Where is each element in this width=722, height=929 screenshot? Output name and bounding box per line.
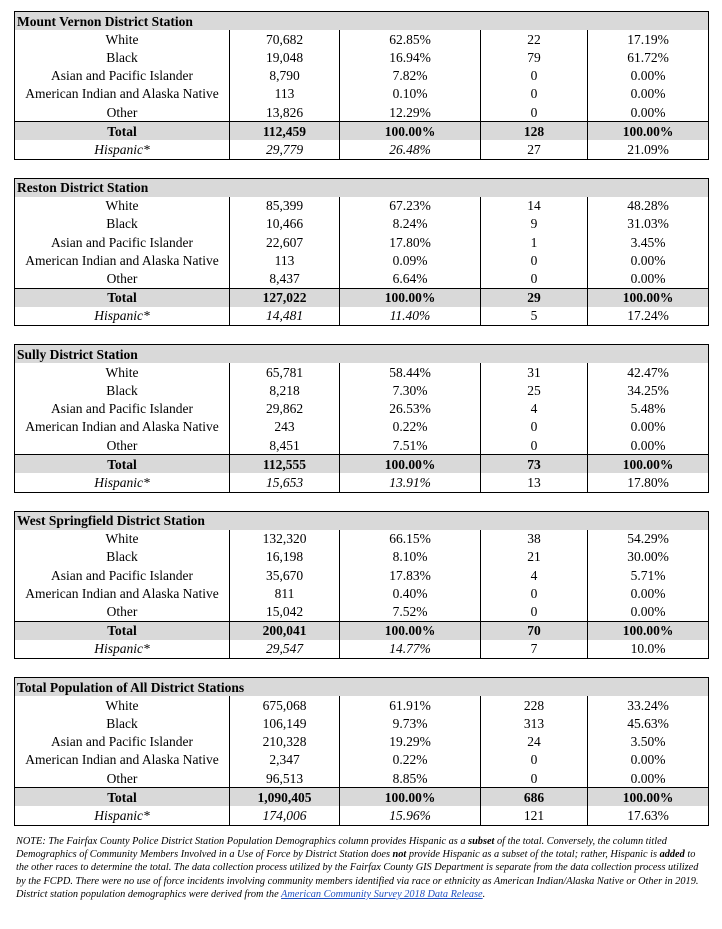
- total-use-of-force-percent-cell: 100.00%: [588, 455, 709, 474]
- population-percent-cell: 8.24%: [340, 215, 481, 233]
- use-of-force-percent-cell: 3.45%: [588, 233, 709, 251]
- hispanic-use-of-force-count-cell: 7: [481, 640, 588, 659]
- spacer-cell: [15, 326, 709, 345]
- population-percent-cell: 19.29%: [340, 733, 481, 751]
- population-percent-cell: 26.53%: [340, 400, 481, 418]
- population-percent-cell: 8.85%: [340, 769, 481, 788]
- spacer-cell: [15, 659, 709, 678]
- use-of-force-count-cell: 0: [481, 751, 588, 769]
- use-of-force-percent-cell: 0.00%: [588, 85, 709, 103]
- total-population-percent-cell: 100.00%: [340, 621, 481, 640]
- note-bold-not: not: [392, 849, 407, 861]
- population-percent-cell: 66.15%: [340, 530, 481, 548]
- table-row: [15, 584, 709, 602]
- use-of-force-percent-cell: 0.00%: [588, 251, 709, 269]
- note-text-4: to the other races to determine the total. The data collection process utilized by the Fairfax County GIS Department is separate from the data collection process utilized by the FCPD. There were no use of force incidents involving community members identified via race or ethnicity as American Indian/Alaska Native or Other in 2019. District station population demographics were derived from the: [16, 849, 699, 900]
- demographics-table: [14, 11, 709, 826]
- note-text-1: NOTE: The Fairfax County Police District Station Population Demographics column provides Hispanic as a: [16, 836, 469, 847]
- section-title: Total Population of All District Stations: [15, 678, 709, 697]
- section-spacer: [15, 159, 709, 178]
- population-cell: 15,042: [230, 602, 340, 621]
- use-of-force-count-cell: 0: [481, 251, 588, 269]
- table-row: [15, 48, 709, 66]
- population-cell: 106,149: [230, 714, 340, 732]
- population-cell: 8,790: [230, 67, 340, 85]
- table-row: [15, 714, 709, 732]
- section-spacer: [15, 326, 709, 345]
- table-row: [15, 769, 709, 788]
- population-percent-cell: 7.30%: [340, 381, 481, 399]
- hispanic-row: [15, 640, 709, 659]
- population-cell: 243: [230, 418, 340, 436]
- hispanic-race-cell: Hispanic*: [15, 307, 230, 326]
- total-population-percent-cell: 100.00%: [340, 288, 481, 307]
- population-percent-cell: 0.22%: [340, 418, 481, 436]
- hispanic-use-of-force-count-cell: 5: [481, 307, 588, 326]
- race-cell: Other: [15, 269, 230, 288]
- total-use-of-force-percent-cell: 100.00%: [588, 288, 709, 307]
- hispanic-race-cell: Hispanic*: [15, 806, 230, 825]
- population-cell: 675,068: [230, 696, 340, 714]
- use-of-force-count-cell: 4: [481, 566, 588, 584]
- use-of-force-count-cell: 38: [481, 530, 588, 548]
- use-of-force-percent-cell: 33.24%: [588, 696, 709, 714]
- total-population-cell: 200,041: [230, 621, 340, 640]
- table-row: [15, 363, 709, 381]
- section-header: [15, 345, 709, 364]
- population-percent-cell: 0.22%: [340, 751, 481, 769]
- section-header: [15, 511, 709, 530]
- table-body: [15, 12, 709, 826]
- hispanic-use-of-force-percent-cell: 10.0%: [588, 640, 709, 659]
- table-row: [15, 381, 709, 399]
- hispanic-population-cell: 29,547: [230, 640, 340, 659]
- race-cell: Asian and Pacific Islander: [15, 67, 230, 85]
- population-percent-cell: 0.10%: [340, 85, 481, 103]
- population-cell: 8,437: [230, 269, 340, 288]
- race-cell: Asian and Pacific Islander: [15, 400, 230, 418]
- total-population-cell: 1,090,405: [230, 788, 340, 807]
- population-cell: 85,399: [230, 197, 340, 215]
- note-text-3: provide Hispanic as a subset of the total; rather, Hispanic is: [406, 849, 660, 861]
- use-of-force-count-cell: 24: [481, 733, 588, 751]
- population-cell: 811: [230, 584, 340, 602]
- population-cell: 2,347: [230, 751, 340, 769]
- use-of-force-count-cell: 22: [481, 30, 588, 48]
- spacer-cell: [15, 159, 709, 178]
- population-percent-cell: 7.82%: [340, 67, 481, 85]
- population-percent-cell: 0.40%: [340, 584, 481, 602]
- use-of-force-percent-cell: 0.00%: [588, 751, 709, 769]
- table-row: [15, 566, 709, 584]
- use-of-force-count-cell: 0: [481, 769, 588, 788]
- hispanic-population-cell: 14,481: [230, 307, 340, 326]
- population-cell: 8,451: [230, 436, 340, 455]
- section-title: Sully District Station: [15, 345, 709, 364]
- population-percent-cell: 67.23%: [340, 197, 481, 215]
- section-header: [15, 678, 709, 697]
- population-cell: 22,607: [230, 233, 340, 251]
- total-row: [15, 788, 709, 807]
- race-cell: White: [15, 696, 230, 714]
- race-cell: American Indian and Alaska Native: [15, 751, 230, 769]
- total-population-cell: 127,022: [230, 288, 340, 307]
- use-of-force-count-cell: 4: [481, 400, 588, 418]
- hispanic-race-cell: Hispanic*: [15, 140, 230, 159]
- hispanic-use-of-force-percent-cell: 17.63%: [588, 806, 709, 825]
- use-of-force-count-cell: 25: [481, 381, 588, 399]
- race-cell: Other: [15, 602, 230, 621]
- race-cell: Other: [15, 436, 230, 455]
- table-row: [15, 751, 709, 769]
- use-of-force-percent-cell: 0.00%: [588, 418, 709, 436]
- hispanic-use-of-force-count-cell: 27: [481, 140, 588, 159]
- race-cell: American Indian and Alaska Native: [15, 251, 230, 269]
- total-row: [15, 455, 709, 474]
- population-percent-cell: 7.51%: [340, 436, 481, 455]
- hispanic-use-of-force-percent-cell: 21.09%: [588, 140, 709, 159]
- total-use-of-force-count-cell: 70: [481, 621, 588, 640]
- hispanic-use-of-force-count-cell: 121: [481, 806, 588, 825]
- population-cell: 65,781: [230, 363, 340, 381]
- hispanic-row: [15, 806, 709, 825]
- use-of-force-count-cell: 9: [481, 215, 588, 233]
- table-row: [15, 733, 709, 751]
- hispanic-row: [15, 473, 709, 492]
- use-of-force-percent-cell: 42.47%: [588, 363, 709, 381]
- use-of-force-percent-cell: 61.72%: [588, 48, 709, 66]
- use-of-force-count-cell: 228: [481, 696, 588, 714]
- hispanic-population-cell: 174,006: [230, 806, 340, 825]
- use-of-force-count-cell: 79: [481, 48, 588, 66]
- table-row: [15, 30, 709, 48]
- population-cell: 13,826: [230, 103, 340, 122]
- total-population-percent-cell: 100.00%: [340, 122, 481, 141]
- use-of-force-count-cell: 0: [481, 584, 588, 602]
- use-of-force-count-cell: 14: [481, 197, 588, 215]
- population-cell: 35,670: [230, 566, 340, 584]
- use-of-force-percent-cell: 0.00%: [588, 67, 709, 85]
- population-percent-cell: 58.44%: [340, 363, 481, 381]
- footnote: [16, 835, 704, 901]
- total-population-percent-cell: 100.00%: [340, 788, 481, 807]
- use-of-force-count-cell: 0: [481, 436, 588, 455]
- total-race-cell: Total: [15, 621, 230, 640]
- total-race-cell: Total: [15, 122, 230, 141]
- race-cell: Asian and Pacific Islander: [15, 566, 230, 584]
- population-cell: 16,198: [230, 548, 340, 566]
- total-population-cell: 112,555: [230, 455, 340, 474]
- table-row: [15, 103, 709, 122]
- total-use-of-force-percent-cell: 100.00%: [588, 788, 709, 807]
- use-of-force-count-cell: 0: [481, 602, 588, 621]
- table-row: [15, 215, 709, 233]
- table-row: [15, 197, 709, 215]
- table-row: [15, 696, 709, 714]
- use-of-force-percent-cell: 0.00%: [588, 269, 709, 288]
- total-population-percent-cell: 100.00%: [340, 455, 481, 474]
- race-cell: American Indian and Alaska Native: [15, 85, 230, 103]
- use-of-force-percent-cell: 34.25%: [588, 381, 709, 399]
- use-of-force-count-cell: 31: [481, 363, 588, 381]
- total-use-of-force-count-cell: 686: [481, 788, 588, 807]
- total-use-of-force-count-cell: 73: [481, 455, 588, 474]
- race-cell: Other: [15, 769, 230, 788]
- use-of-force-count-cell: 0: [481, 418, 588, 436]
- population-cell: 8,218: [230, 381, 340, 399]
- race-cell: Other: [15, 103, 230, 122]
- use-of-force-percent-cell: 0.00%: [588, 584, 709, 602]
- hispanic-race-cell: Hispanic*: [15, 473, 230, 492]
- section-spacer: [15, 492, 709, 511]
- table-row: [15, 269, 709, 288]
- population-cell: 113: [230, 85, 340, 103]
- note-bold-added: added: [659, 849, 685, 861]
- table-row: [15, 530, 709, 548]
- use-of-force-percent-cell: 45.63%: [588, 714, 709, 732]
- use-of-force-percent-cell: 31.03%: [588, 215, 709, 233]
- use-of-force-count-cell: 21: [481, 548, 588, 566]
- section-header: [15, 178, 709, 197]
- population-cell: 29,862: [230, 400, 340, 418]
- hispanic-population-cell: 29,779: [230, 140, 340, 159]
- hispanic-population-percent-cell: 13.91%: [340, 473, 481, 492]
- table-row: [15, 251, 709, 269]
- population-percent-cell: 17.83%: [340, 566, 481, 584]
- population-percent-cell: 6.64%: [340, 269, 481, 288]
- use-of-force-percent-cell: 17.19%: [588, 30, 709, 48]
- table-row: [15, 418, 709, 436]
- race-cell: American Indian and Alaska Native: [15, 584, 230, 602]
- hispanic-population-percent-cell: 26.48%: [340, 140, 481, 159]
- total-use-of-force-percent-cell: 100.00%: [588, 122, 709, 141]
- race-cell: American Indian and Alaska Native: [15, 418, 230, 436]
- total-row: [15, 621, 709, 640]
- race-cell: Asian and Pacific Islander: [15, 233, 230, 251]
- use-of-force-count-cell: 313: [481, 714, 588, 732]
- hispanic-population-percent-cell: 11.40%: [340, 307, 481, 326]
- race-cell: White: [15, 197, 230, 215]
- total-row: [15, 288, 709, 307]
- total-use-of-force-count-cell: 29: [481, 288, 588, 307]
- use-of-force-percent-cell: 3.50%: [588, 733, 709, 751]
- population-percent-cell: 61.91%: [340, 696, 481, 714]
- race-cell: Black: [15, 215, 230, 233]
- population-percent-cell: 17.80%: [340, 233, 481, 251]
- population-cell: 132,320: [230, 530, 340, 548]
- hispanic-row: [15, 140, 709, 159]
- hispanic-use-of-force-count-cell: 13: [481, 473, 588, 492]
- total-race-cell: Total: [15, 288, 230, 307]
- use-of-force-percent-cell: 0.00%: [588, 436, 709, 455]
- use-of-force-percent-cell: 48.28%: [588, 197, 709, 215]
- population-percent-cell: 7.52%: [340, 602, 481, 621]
- hispanic-population-percent-cell: 15.96%: [340, 806, 481, 825]
- use-of-force-percent-cell: 0.00%: [588, 602, 709, 621]
- use-of-force-percent-cell: 0.00%: [588, 769, 709, 788]
- use-of-force-percent-cell: 0.00%: [588, 103, 709, 122]
- use-of-force-count-cell: 0: [481, 103, 588, 122]
- population-percent-cell: 0.09%: [340, 251, 481, 269]
- table-row: [15, 548, 709, 566]
- total-race-cell: Total: [15, 788, 230, 807]
- use-of-force-count-cell: 1: [481, 233, 588, 251]
- hispanic-use-of-force-percent-cell: 17.24%: [588, 307, 709, 326]
- population-cell: 10,466: [230, 215, 340, 233]
- hispanic-row: [15, 307, 709, 326]
- total-use-of-force-percent-cell: 100.00%: [588, 621, 709, 640]
- race-cell: Black: [15, 381, 230, 399]
- hispanic-population-percent-cell: 14.77%: [340, 640, 481, 659]
- table-row: [15, 436, 709, 455]
- population-cell: 19,048: [230, 48, 340, 66]
- table-row: [15, 67, 709, 85]
- note-text-2: of the total. Conversely, the column titled Demographics of Community Members Involved in a Use of Force by District Station does: [16, 836, 667, 861]
- spacer-cell: [15, 492, 709, 511]
- use-of-force-count-cell: 0: [481, 67, 588, 85]
- race-cell: Black: [15, 548, 230, 566]
- table-row: [15, 400, 709, 418]
- table-row: [15, 602, 709, 621]
- population-cell: 210,328: [230, 733, 340, 751]
- hispanic-race-cell: Hispanic*: [15, 640, 230, 659]
- total-race-cell: Total: [15, 455, 230, 474]
- population-percent-cell: 16.94%: [340, 48, 481, 66]
- race-cell: White: [15, 530, 230, 548]
- use-of-force-count-cell: 0: [481, 85, 588, 103]
- race-cell: Asian and Pacific Islander: [15, 733, 230, 751]
- race-cell: Black: [15, 714, 230, 732]
- total-use-of-force-count-cell: 128: [481, 122, 588, 141]
- population-cell: 70,682: [230, 30, 340, 48]
- population-percent-cell: 62.85%: [340, 30, 481, 48]
- section-spacer: [15, 659, 709, 678]
- note-bold-subset: subset: [468, 836, 495, 847]
- use-of-force-percent-cell: 5.48%: [588, 400, 709, 418]
- use-of-force-percent-cell: 5.71%: [588, 566, 709, 584]
- race-cell: White: [15, 30, 230, 48]
- total-population-cell: 112,459: [230, 122, 340, 141]
- population-cell: 113: [230, 251, 340, 269]
- hispanic-population-cell: 15,653: [230, 473, 340, 492]
- population-percent-cell: 12.29%: [340, 103, 481, 122]
- population-percent-cell: 9.73%: [340, 714, 481, 732]
- table-row: [15, 85, 709, 103]
- use-of-force-count-cell: 0: [481, 269, 588, 288]
- acs-data-link[interactable]: American Community Survey 2018 Data Release: [281, 888, 483, 900]
- section-title: Reston District Station: [15, 178, 709, 197]
- hispanic-use-of-force-percent-cell: 17.80%: [588, 473, 709, 492]
- population-percent-cell: 8.10%: [340, 548, 481, 566]
- section-header: [15, 12, 709, 31]
- race-cell: Black: [15, 48, 230, 66]
- table-row: [15, 233, 709, 251]
- section-title: Mount Vernon District Station: [15, 12, 709, 31]
- note-text-5: .: [482, 888, 486, 900]
- race-cell: White: [15, 363, 230, 381]
- total-row: [15, 122, 709, 141]
- section-title: West Springfield District Station: [15, 511, 709, 530]
- population-cell: 96,513: [230, 769, 340, 788]
- use-of-force-percent-cell: 30.00%: [588, 548, 709, 566]
- use-of-force-percent-cell: 54.29%: [588, 530, 709, 548]
